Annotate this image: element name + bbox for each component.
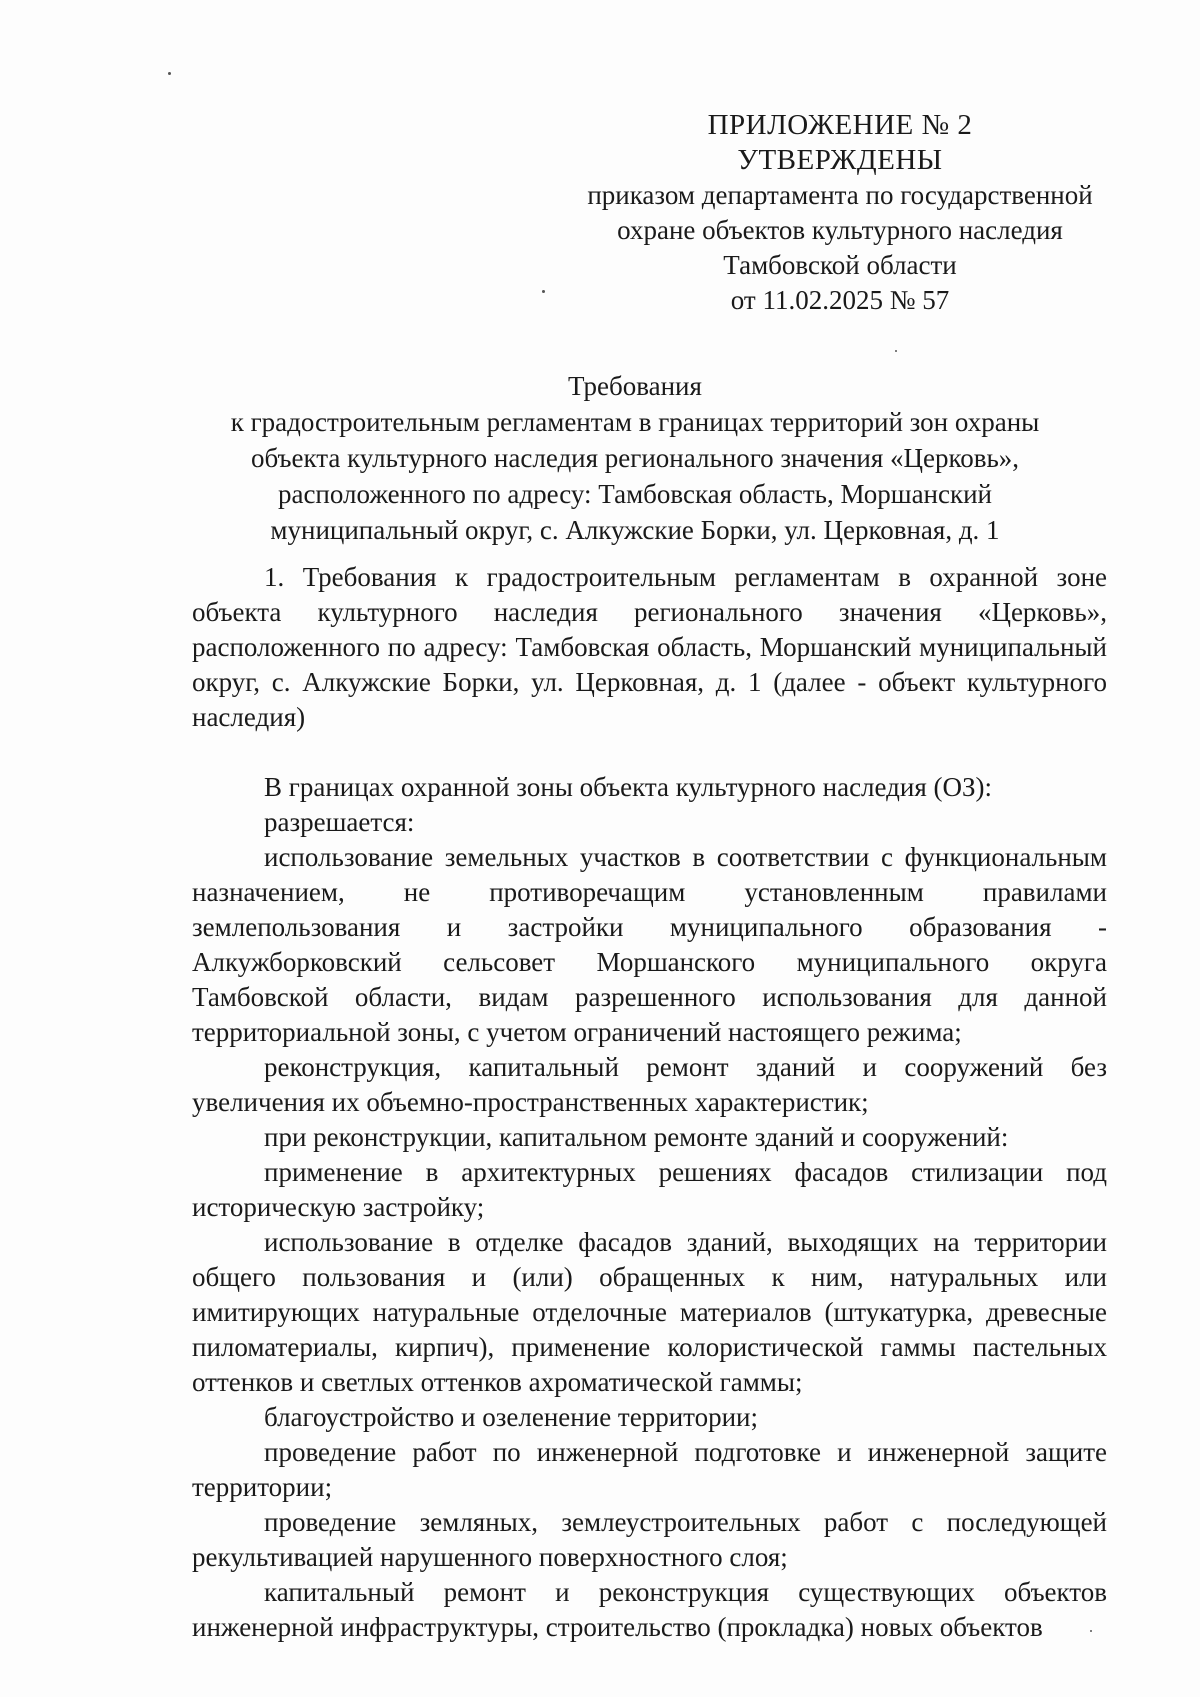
scan-speck (168, 72, 171, 75)
section-1-heading: 1. Требования к градостроительным регламентам в охранной зоне объекта культурного наследия регионального значения «Церковь», расположенного по адресу: Тамбовская область, Моршанский муниципальный округ, с. Алкужские Борки, ул. Церковная, д. 1 (далее - объект культурного наследия) (192, 562, 1107, 732)
approval-order-line: приказом департамента по государственной (587, 180, 1093, 210)
approval-date-number: от 11.02.2025 № 57 (730, 285, 950, 315)
document-title (170, 368, 1100, 548)
paragraph: капитальный ремонт и реконструкция существующих объектов инженерной инфраструктуры, строительство (прокладка) новых объектов (192, 1577, 1107, 1642)
paragraph: использование земельных участков в соответствии с функциональным назначением, не противоречащим установленным правилами землепользования и застройки муниципального образования - Алкужборковский сельсовет Моршанского муниципального округа Тамбовской области, видам разрешенного использования для данной территориальной зоны, с учетом ограничений настоящего режима; (192, 842, 1107, 1047)
approval-order-line: охране объектов культурного наследия (617, 215, 1063, 245)
paragraph: применение в архитектурных решениях фасадов стилизации под историческую застройку; (192, 1157, 1107, 1222)
title-line: расположенного по адресу: Тамбовская область, Моршанский (277, 479, 993, 509)
scan-speck (542, 290, 545, 293)
title-heading: Требования (568, 371, 702, 401)
approved-label: УТВЕРЖДЕНЫ (737, 144, 943, 176)
appendix-number: ПРИЛОЖЕНИЕ № 2 (707, 109, 973, 141)
paragraph: проведение работ по инженерной подготовке и инженерной защите территории; (192, 1437, 1107, 1502)
paragraph: использование в отделке фасадов зданий, выходящих на территории общего пользования и (или) обращенных к ним, натуральных или имитирующих натуральные отделочные материалов (штукатурка, древесные пиломатериалы, кирпич), применение колористической гаммы пастельных оттенков и светлых оттенков ахроматической гаммы; (192, 1227, 1107, 1397)
paragraph: В границах охранной зоны объекта культурного наследия (ОЗ): (264, 772, 993, 802)
paragraph: благоустройство и озеленение территории; (264, 1402, 759, 1432)
title-line: объекта культурного наследия регионального значения «Церковь», (250, 443, 1020, 473)
paragraph: проведение земляных, землеустроительных работ с последующей рекультивацией нарушенного поверхностного слоя; (192, 1507, 1107, 1572)
paragraph: разрешается: (264, 807, 415, 837)
paragraph: при реконструкции, капитальном ремонте зданий и сооружений: (264, 1122, 1009, 1152)
title-line: к градостроительным регламентам в границах территорий зон охраны (230, 407, 1040, 437)
document-body (192, 560, 1107, 1645)
scan-speck (895, 350, 897, 352)
title-line: муниципальный округ, с. Алкужские Борки, ул. Церковная, д. 1 (270, 515, 1000, 545)
approval-order-line: Тамбовской области (723, 250, 957, 280)
approval-stamp-block (560, 108, 1120, 318)
paragraph: реконструкция, капитальный ремонт зданий и сооружений без увеличения их объемно-пространственных характеристик; (192, 1052, 1107, 1117)
